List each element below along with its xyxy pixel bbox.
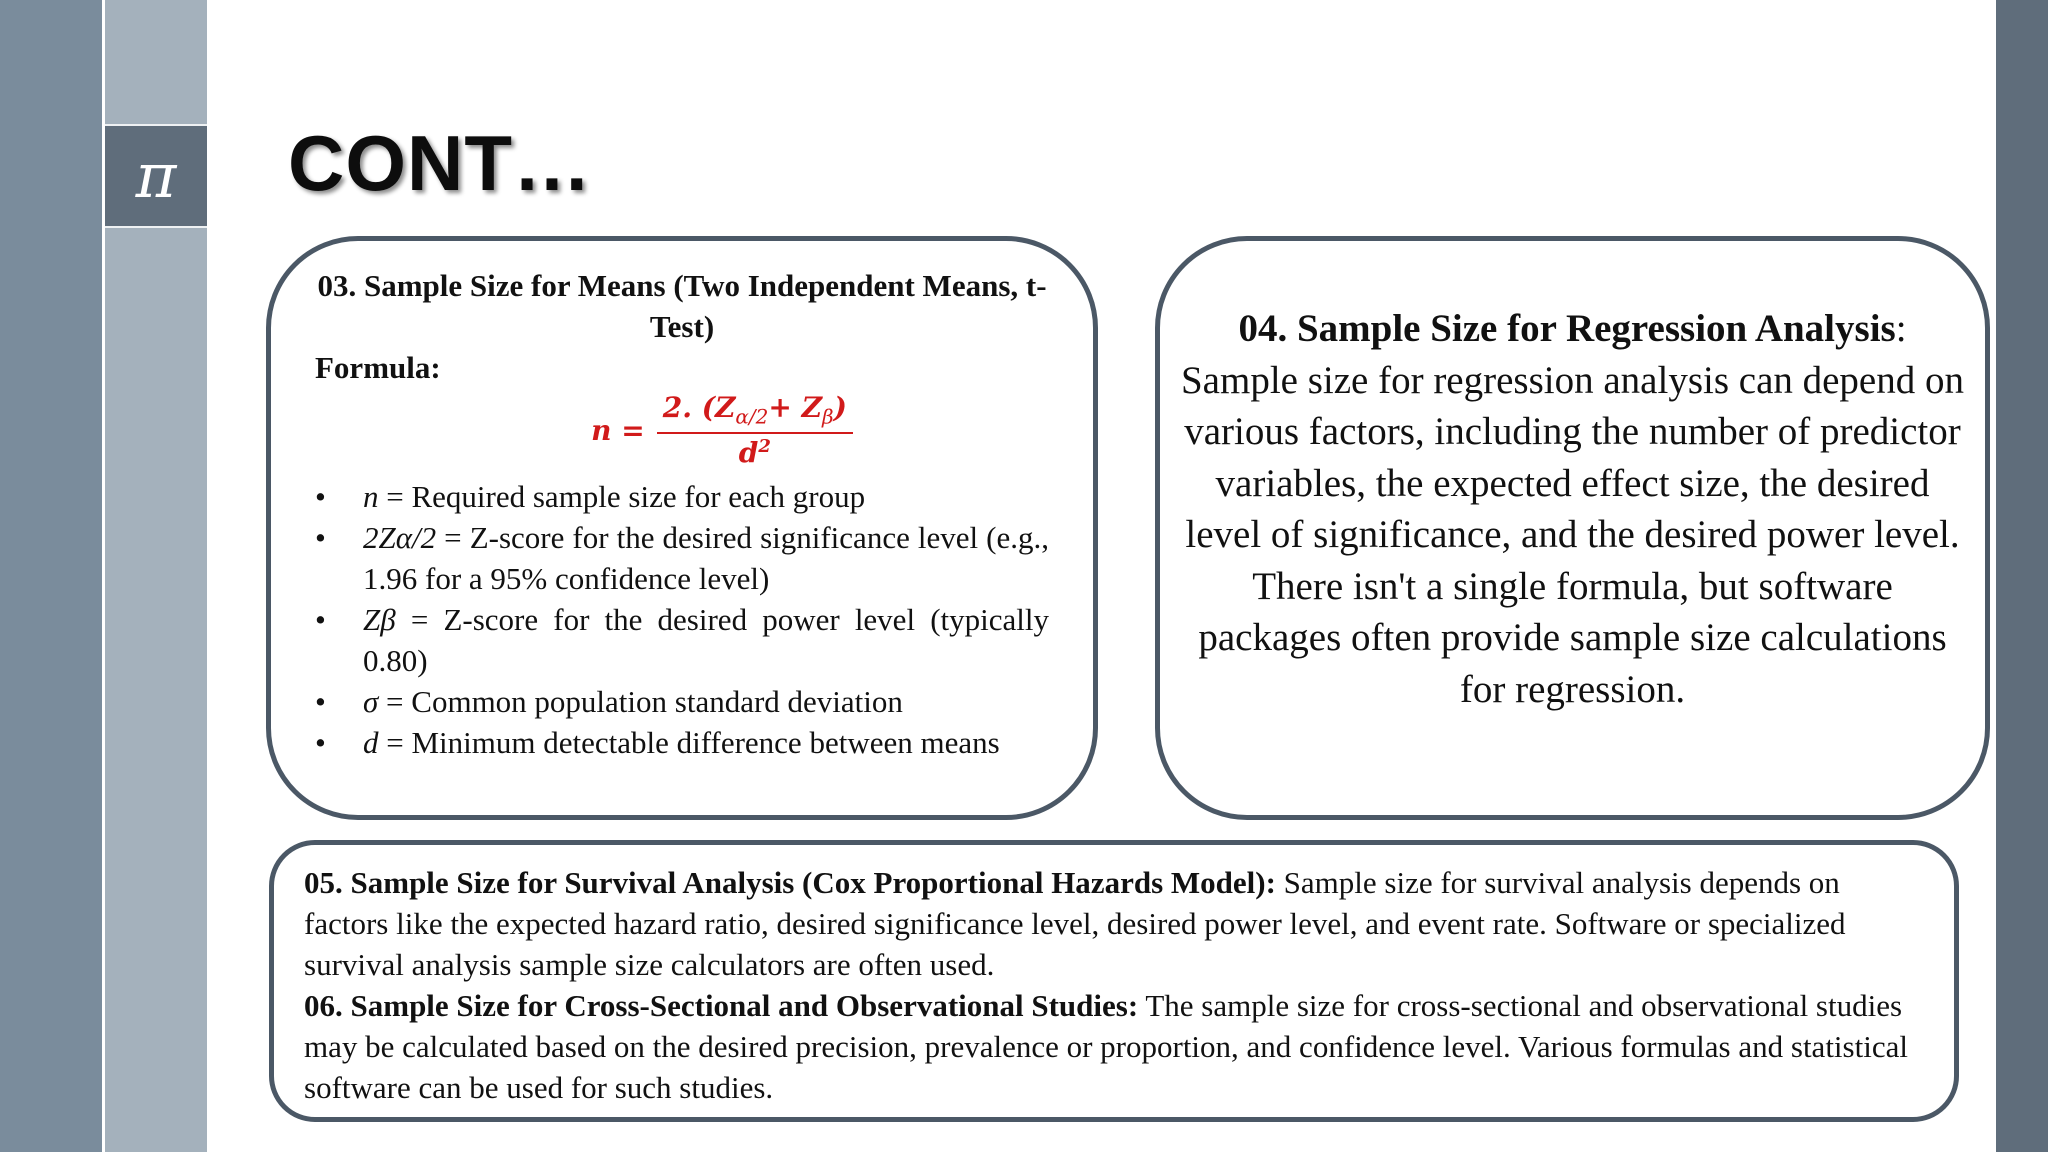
variable-definition: = Z-score for the desired significance level (e.g., 1.96 for a 95% confidence level) (363, 520, 1049, 596)
numerator-main: 2. (Z (662, 390, 736, 424)
variable-definition: = Required sample size for each group (378, 479, 866, 514)
right-decor-band (1996, 0, 2048, 1152)
numerator-sub-beta: β (822, 404, 834, 429)
list-item (315, 476, 1049, 517)
variable-definition: = Minimum detectable difference between means (378, 725, 1000, 760)
list-item (315, 517, 1049, 599)
formula-fraction (657, 391, 853, 470)
pi-icon: π (135, 139, 177, 212)
card2-colon: : (1895, 307, 1907, 350)
observational-body: The sample size for cross-sectional and observational studies may be calculated based on the desired precision, prevalence or proportion, and confidence level. Various formulas and statistical software can be used for such studies. (304, 988, 1908, 1105)
formula-numerator (657, 391, 853, 435)
survival-and-observational-card (269, 840, 1959, 1122)
formula-denominator (739, 434, 771, 469)
left-decor-band-outer (0, 0, 102, 1152)
variable-definitions-list (315, 476, 1049, 763)
variable-symbol: 2Zα/2 (363, 520, 437, 555)
pi-logo-box (105, 124, 207, 228)
numerator-sub-alpha: α/2 (735, 404, 769, 429)
card2-heading: 04. Sample Size for Regression Analysis (1238, 307, 1896, 350)
variable-definition: = Common population standard deviation (378, 684, 903, 719)
sample-size-formula (395, 384, 1049, 476)
means-sample-size-card (266, 236, 1098, 820)
variable-definition: = Z-score for the desired power level (typically 0.80) (363, 602, 1049, 678)
variable-symbol: d (363, 725, 379, 760)
denominator-main: d (738, 436, 759, 470)
denominator-sup: 2 (758, 436, 771, 458)
variable-symbol: Zβ (363, 602, 396, 637)
survival-heading: 05. Sample Size for Survival Analysis (Cox Proportional Hazards Model): (304, 865, 1276, 900)
variable-symbol: σ (363, 684, 379, 719)
survival-paragraph (304, 862, 1926, 985)
numerator-plus: + Z (768, 390, 823, 424)
slide-title: CONT… (288, 119, 592, 207)
card2-text (1180, 303, 1965, 715)
card1-heading: 03. Sample Size for Means (Two Independent Means, t-Test) (317, 268, 1047, 344)
numerator-close: ) (833, 390, 847, 424)
list-item (315, 599, 1049, 681)
list-item (315, 722, 1049, 763)
observational-heading: 06. Sample Size for Cross-Sectional and Observational Studies: (304, 988, 1139, 1023)
formula-label: Formula: (315, 350, 441, 385)
regression-sample-size-card (1155, 236, 1990, 820)
variable-symbol: n (363, 479, 379, 514)
observational-paragraph (304, 985, 1926, 1108)
list-item (315, 681, 1049, 722)
card2-body: Sample size for regression analysis can depend on various factors, including the number of predictor variables, the expected effect size, the desired level of significance, and the desired power level. There isn't a single formula, but software packages often provide sample size calculations for regression. (1180, 358, 1964, 711)
survival-body: Sample size for survival analysis depends on factors like the expected hazard ratio, desired significance level, desired power level, and event rate. Software or specialized survival analysis sample size calculators are often used. (304, 865, 1846, 982)
formula-lhs: n = (591, 413, 645, 447)
